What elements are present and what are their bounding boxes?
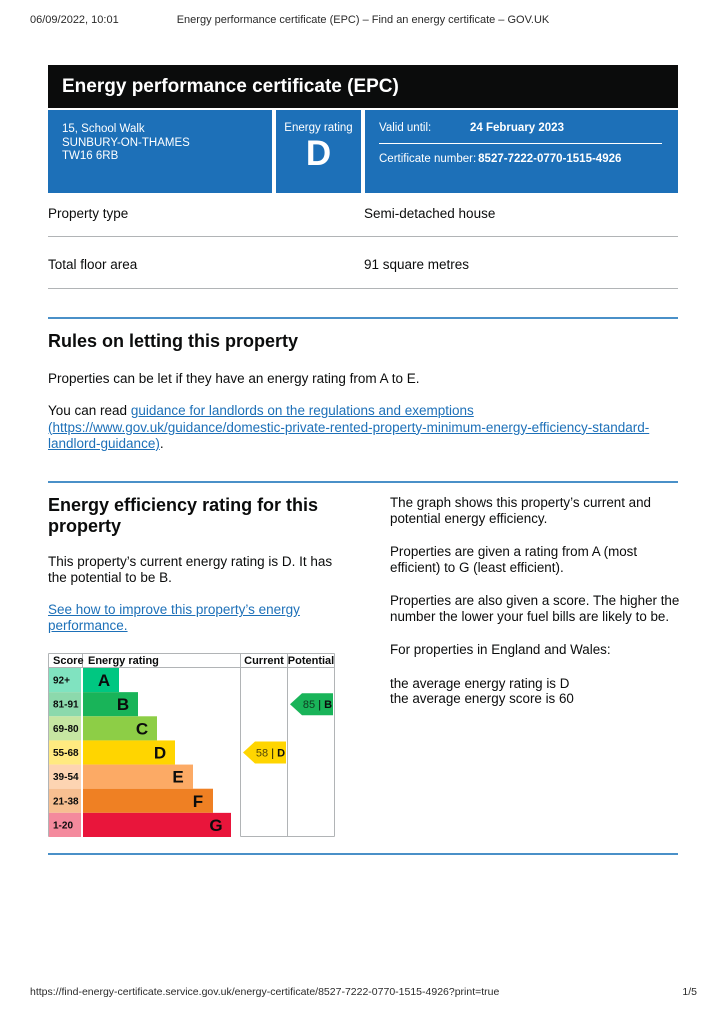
average-score-line: the average energy score is 60 xyxy=(390,691,574,706)
average-rating-line: the average energy rating is D xyxy=(390,675,570,691)
rules-guidance-paragraph xyxy=(48,403,678,453)
band-row-C xyxy=(49,716,158,740)
rating-section-left-column xyxy=(48,495,358,650)
table-row-property-type xyxy=(48,198,678,237)
current-rating-marker xyxy=(243,742,286,764)
print-footer-url: https://find-energy-certificate.service.gov.uk/energy-certificate/8527-7222-0770-1515-4926?print=true xyxy=(30,986,500,998)
page-title-banner xyxy=(48,65,678,108)
band-row-G xyxy=(49,813,232,837)
section-divider xyxy=(48,853,678,855)
svg-text:85 | B: 85 | B xyxy=(302,699,333,712)
row-value: Semi-detached house xyxy=(364,206,496,221)
svg-text:39-54: 39-54 xyxy=(53,772,79,784)
validity-panel xyxy=(365,110,678,193)
england-wales-paragraph: For properties in England and Wales: xyxy=(390,642,611,657)
svg-text:G: G xyxy=(209,815,223,835)
improve-performance-link[interactable]: See how to improve this property’s energy performance. xyxy=(48,602,300,633)
address-line-1: 15, School Walk xyxy=(62,123,145,135)
svg-text:Potential: Potential xyxy=(287,655,335,667)
rating-scale-paragraph: Properties are given a rating from A (most efficient) to G (least efficient). xyxy=(390,544,638,575)
certificate-summary-box xyxy=(48,110,678,193)
print-doc-title: Energy performance certificate (EPC) – Find an energy certificate – GOV.UK xyxy=(176,14,550,26)
table-row-floor-area xyxy=(48,237,678,289)
address-line-3: TW16 6RB xyxy=(62,150,119,162)
svg-text:1-20: 1-20 xyxy=(53,820,74,832)
band-bar xyxy=(83,692,138,716)
band-row-E xyxy=(49,765,194,789)
panel-divider xyxy=(379,143,662,144)
certificate-number: 8527-7222-0770-1515-4926 xyxy=(478,153,622,165)
section-divider xyxy=(48,317,678,319)
rules-guidance-prefix: You can read xyxy=(48,403,131,418)
svg-text:81-91: 81-91 xyxy=(53,699,79,711)
graph-explainer-paragraph: The graph shows this property’s current and potential energy efficiency. xyxy=(390,495,652,526)
svg-text:92+: 92+ xyxy=(53,675,70,687)
svg-text:C: C xyxy=(135,719,149,739)
svg-text:B: B xyxy=(116,695,130,715)
landlord-guidance-link[interactable]: guidance for landlords on the regulations and exemptions (https://www.gov.uk/guidance/domestic-private-rented-property-minimum-energy-efficiency-standard-landlord-guidance) xyxy=(48,403,650,451)
energy-rating-value: D xyxy=(305,134,332,173)
row-label: Total floor area xyxy=(48,257,138,272)
page-title: Energy performance certificate (EPC) xyxy=(62,75,399,97)
svg-text:E: E xyxy=(172,767,184,787)
svg-text:55-68: 55-68 xyxy=(53,748,79,759)
valid-until-label: Valid until: xyxy=(379,122,432,134)
energy-rating-panel xyxy=(276,110,361,193)
energy-rating-label: Energy rating xyxy=(284,122,353,134)
svg-text:Score: Score xyxy=(53,655,84,667)
valid-until-date: 24 February 2023 xyxy=(470,122,564,134)
svg-text:69-80: 69-80 xyxy=(53,723,79,735)
epc-rating-chart xyxy=(48,653,335,837)
rules-paragraph: Properties can be let if they have an energy rating from A to E. xyxy=(48,371,420,386)
section-divider xyxy=(48,481,678,483)
row-label: Property type xyxy=(48,206,129,221)
svg-text:A: A xyxy=(97,671,111,691)
rating-summary-paragraph: This property’s current energy rating is D. It has the potential to be B. xyxy=(48,554,333,585)
row-value: 91 square metres xyxy=(364,257,470,272)
svg-text:58 | D: 58 | D xyxy=(255,747,286,760)
epc-chart-svg xyxy=(48,653,335,837)
svg-text:F: F xyxy=(192,791,204,811)
score-explainer-paragraph: Properties are also given a score. The higher the number the lower your fuel bills are likely to be. xyxy=(390,593,680,624)
print-page-number: 1/5 xyxy=(682,986,697,998)
svg-text:D: D xyxy=(153,743,167,763)
band-row-A xyxy=(49,668,120,692)
band-row-B xyxy=(49,692,139,716)
print-datetime: 06/09/2022, 10:01 xyxy=(30,14,119,26)
band-row-D xyxy=(49,740,176,764)
band-row-F xyxy=(49,789,214,813)
address-line-2: SUNBURY-ON-THAMES xyxy=(62,136,190,149)
svg-text:Current: Current xyxy=(244,655,284,667)
rating-section-heading: Energy efficiency rating for this property xyxy=(48,495,319,536)
rules-heading: Rules on letting this property xyxy=(48,331,299,351)
svg-text:Energy rating: Energy rating xyxy=(88,655,159,667)
rating-section-right-column xyxy=(390,495,682,707)
property-details-table xyxy=(48,198,678,289)
svg-text:21-38: 21-38 xyxy=(53,796,79,808)
rules-guidance-suffix: . xyxy=(159,436,164,451)
potential-rating-marker xyxy=(290,693,333,715)
property-address xyxy=(48,110,272,193)
certificate-number-label: Certificate number: xyxy=(379,153,477,165)
